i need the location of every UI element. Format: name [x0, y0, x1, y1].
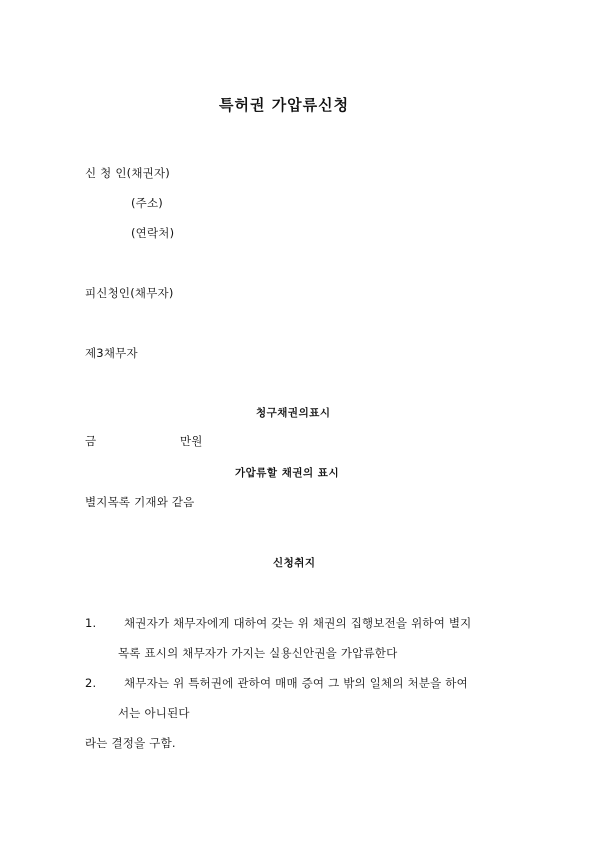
applicant-address-label: (주소): [131, 196, 163, 210]
respondent-label: 피신청인(채무자): [85, 286, 174, 300]
claim-amount-unit: 만원: [180, 434, 203, 448]
purpose-closing: 라는 결정을 구함.: [85, 736, 176, 750]
applicant-contact-label: (연락처): [131, 226, 175, 240]
purpose-heading: 신청취지: [273, 557, 316, 569]
purpose-item-line: 서는 아니된다: [118, 706, 190, 720]
claim-amount-prefix: 금: [85, 434, 97, 448]
document-title: 특허권 가압류신청: [219, 96, 350, 114]
seizure-text: 별지목록 기재와 같음: [85, 495, 195, 509]
purpose-item-line: 채권자가 채무자에게 대하여 갖는 위 채권의 집행보전을 위하여 별지: [124, 616, 472, 630]
claim-heading: 청구채권의표시: [256, 407, 331, 419]
purpose-item-line: 채무자는 위 특허권에 관하여 매매 증여 그 밖의 일체의 처분을 하여: [124, 676, 468, 690]
purpose-item-line: 목록 표시의 채무자가 가지는 실용신안권을 가압류한다: [118, 646, 398, 660]
third-debtor-label: 제3채무자: [85, 346, 138, 360]
seizure-heading: 가압류할 채권의 표시: [235, 467, 340, 479]
applicant-label: 신 청 인(채권자): [85, 166, 170, 180]
purpose-item-number: 1.: [85, 616, 97, 630]
purpose-item-number: 2.: [85, 676, 97, 690]
